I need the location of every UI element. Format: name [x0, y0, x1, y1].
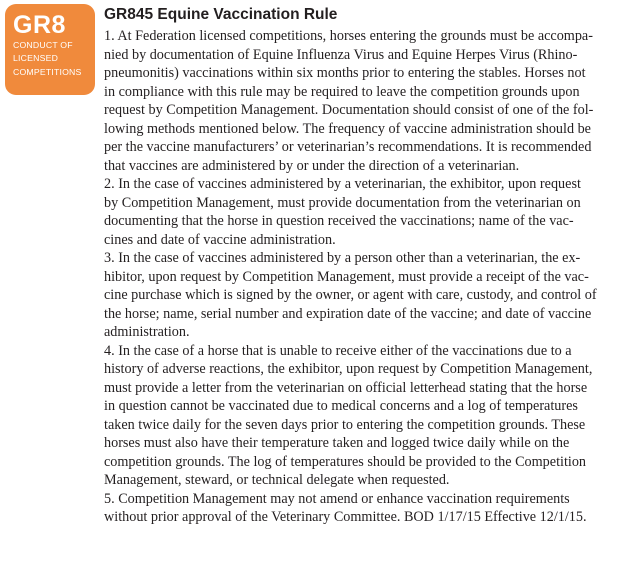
- rule-text-line: per the vaccine manufacturers’ or veterinarian’s recommendations. It is recommended: [104, 139, 592, 155]
- rule-title: GR845 Equine Vaccination Rule: [104, 6, 338, 23]
- rule-text-line: 5. Competition Management may not amend or enhance vaccination requirements: [104, 490, 570, 507]
- rule-text-line: nied by documentation of Equine Influenza Virus and Equine Herpes Virus (Rhino-: [104, 46, 578, 63]
- rule-text-line: cine purchase which is signed by the owner, or agent with care, custody, and control of: [104, 287, 597, 303]
- rule-text-line: 3. In the case of vaccines administered by a person other than a veterinarian, the ex-: [104, 250, 581, 266]
- rule-text-line: hibitor, upon request by Competition Management, must provide a receipt of the vac-: [104, 268, 589, 285]
- rule-body: [104, 27, 634, 527]
- rule-text-line: taken twice daily for the seven days prior to entering the competition grounds. These: [104, 416, 586, 433]
- rule-text-line: in compliance with this rule may be required to leave the competition grounds upon: [104, 83, 580, 100]
- rule-text-line: lowing methods mentioned below. The frequency of vaccine administration should be: [104, 120, 591, 137]
- rule-text-line: 1. At Federation licensed competitions, horses entering the grounds must be accompa-: [104, 28, 593, 44]
- rule-text-line: documenting that the horse in question received the vaccinations; name of the vac-: [104, 213, 574, 229]
- rule-text-line: pneumonitis) vaccinations within six months prior to entering the stables. Horses not: [104, 65, 586, 81]
- rule-text-line: request by Competition Management. Documentation should consist of one of the fol-: [104, 102, 594, 118]
- badge-label-line-1: CONDUCT OF: [13, 40, 73, 50]
- badge-code: GR8: [13, 11, 66, 39]
- badge-label-line-3: COMPETITIONS: [13, 66, 82, 77]
- rule-text-line: 4. In the case of a horse that is unable to receive either of the vaccinations due to a: [104, 342, 572, 359]
- rule-text-line: Management, steward, or technical delegate when requested.: [104, 472, 450, 488]
- rule-text-line: must provide a letter from the veterinarian on official letterhead stating that the horse: [104, 379, 588, 396]
- rule-text-line: cines and date of vaccine administration.: [104, 231, 336, 248]
- badge-label-line-2: LICENSED: [13, 53, 59, 64]
- rule-text-line: competition grounds. The log of temperatures should be provided to the Competition: [104, 453, 587, 470]
- rule-text-line: that vaccines are administered by or under the direction of a veterinarian.: [104, 157, 520, 174]
- rule-text-line: in question cannot be vaccinated due to medical concerns and a log of temperatures: [104, 398, 578, 414]
- rule-text-line: without prior approval of the Veterinary Committee. BOD 1/17/15 Effective 12/1/15.: [104, 509, 587, 525]
- rule-text-line: history of adverse reactions, the exhibitor, upon request by Competition Management,: [104, 361, 593, 377]
- rule-text-line: the horse; name, serial number and expiration date of the vaccine; and date of vaccine: [104, 305, 592, 322]
- rule-text-line: horses must also have their temperature taken and logged twice daily while on the: [104, 435, 570, 451]
- rule-text-line: 2. In the case of vaccines administered by a veterinarian, the exhibitor, upon request: [104, 176, 581, 192]
- rule-text-line: by Competition Management, must provide documentation from the veterinarian on: [104, 194, 581, 211]
- section-badge: [5, 4, 95, 95]
- rule-text-line: administration.: [104, 324, 190, 340]
